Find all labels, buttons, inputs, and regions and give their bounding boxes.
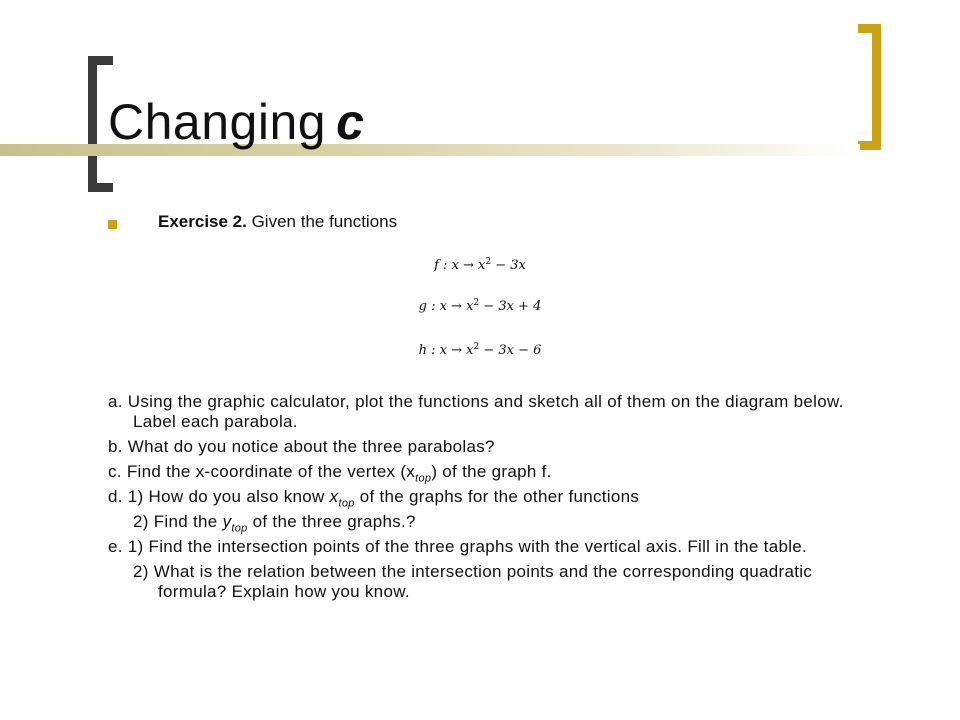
question-d1-post: of the graphs for the other functions [354, 487, 640, 506]
title-text: Changing [108, 94, 327, 150]
exercise-text: Given the functions [246, 212, 398, 231]
formula-h [300, 342, 660, 360]
title-variable: c [336, 94, 365, 150]
question-a: a. Using the graphic calculator, plot the functions and sketch all of them on the diagram below. Label each parabola. [108, 392, 844, 431]
question-c-post: ) of the graph f. [431, 462, 552, 481]
question-d2-sub: top [231, 522, 248, 535]
formula-f [300, 257, 660, 275]
exercise-intro [158, 211, 397, 233]
square-bullet-icon [108, 220, 117, 229]
formula-h-exponent: 2 [473, 342, 480, 352]
question-e1: e. 1) Find the intersection points of the three graphs with the vertical axis. Fill in the table. [108, 537, 808, 556]
question-d1-pre: d. 1) How do you also know [108, 487, 330, 506]
question-c-sub: top [415, 472, 432, 485]
formula-h-lhs: h : x → x [418, 343, 474, 358]
exercise-label: Exercise 2. [158, 212, 247, 231]
question-e2: 2) What is the relation between the intersection points and the corresponding quadratic formula? Explain how you know. [133, 562, 813, 601]
question-c-pre: c. Find the x-coordinate of the vertex (x [108, 462, 416, 481]
formula-g-exponent: 2 [473, 298, 480, 308]
formula-g-lhs: g : x → x [418, 299, 474, 314]
question-d1-var: x [329, 487, 339, 506]
right-bracket-decoration [858, 24, 881, 150]
question-d2-pre: 2) Find the [133, 512, 223, 531]
question-d2 [108, 512, 878, 535]
question-d1-sub: top [338, 497, 355, 510]
formula-f-rhs: − 3x [491, 258, 526, 273]
question-d2-var: y [222, 512, 232, 531]
formula-g-rhs: − 3x + 4 [479, 299, 542, 314]
formula-f-exponent: 2 [485, 257, 492, 267]
formula-g [300, 298, 660, 316]
slide-title [108, 92, 364, 152]
formula-f-lhs: f : x → x [434, 258, 486, 273]
question-list [108, 392, 878, 607]
formula-h-rhs: − 3x − 6 [479, 343, 542, 358]
question-d2-post: of the three graphs.? [247, 512, 416, 531]
question-b: b. What do you notice about the three parabolas? [108, 437, 495, 456]
question-c [108, 462, 878, 485]
question-d1 [108, 487, 878, 510]
